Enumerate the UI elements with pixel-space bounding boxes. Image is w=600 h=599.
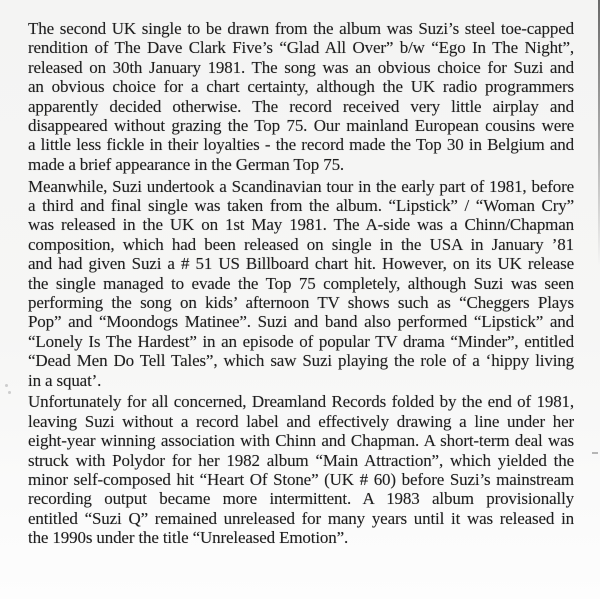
text-line: “Dead Men Do Tell Tales”, which saw Suzi playing the role of a ‘hippy living	[28, 351, 574, 371]
text-line: apparently decided otherwise. The record received very little airplay and	[28, 96, 574, 116]
text-line: eight-year winning association with Chinn and Chapman. A short-term deal was	[28, 431, 574, 451]
text-line: entitled “Suzi Q” remained unreleased for many years until it was released in	[28, 508, 574, 528]
text-line: The second UK single to be drawn from the album was Suzi’s steel toe-capped	[28, 19, 574, 38]
text-line: minor self-composed hit “Heart Of Stone” (UK # 60) before Suzi’s mainstream	[28, 469, 574, 489]
scan-dash-artifact	[592, 452, 598, 454]
text-line: disappeared without grazing the Top 75. Our mainland European cousins were	[28, 115, 574, 135]
scan-speck	[8, 391, 11, 394]
text-line: rendition of The Dave Clark Five’s “Glad All Over” b/w “Ego In The Night”,	[28, 38, 574, 58]
text-line: Unfortunately for all concerned, Dreamland Records folded by the end of 1981,	[28, 392, 574, 412]
text-line: and had given Suzi a # 51 US Billboard chart hit. However, on its UK release	[28, 254, 574, 274]
text-line: composition, which had been released on single in the USA in January ’81	[28, 234, 574, 254]
text-line: recording output became more intermittent. A 1983 album provisionally	[28, 489, 574, 509]
text-line: leaving Suzi without a record label and effectively drawing a line under her	[28, 411, 574, 431]
text-line: in a squat’.	[28, 370, 102, 390]
text-line: Pop” and “Moondogs Matinee”. Suzi and band also performed “Lipstick” and	[28, 312, 574, 332]
text-line: a third and final single was taken from the album. “Lipstick” / “Woman Cry”	[28, 196, 574, 216]
liner-notes-text	[28, 19, 574, 550]
text-line: the single managed to evade the Top 75 completely, although Suzi was seen	[28, 273, 574, 293]
text-line: the 1990s under the title “Unreleased Emotion”.	[28, 528, 349, 548]
paragraph-1	[28, 19, 574, 174]
scan-speck	[5, 384, 8, 387]
text-line: a little less fickle in their loyalties - the record made the Top 30 in Belgium and	[28, 135, 574, 155]
text-line: an obvious choice for a chart certainty, although the UK radio programmers	[28, 77, 574, 97]
text-line: Meanwhile, Suzi undertook a Scandinavian tour in the early part of 1981, before	[28, 176, 574, 196]
paragraph-2	[28, 177, 574, 390]
text-line: made a brief appearance in the German Top 75.	[28, 154, 345, 174]
paragraph-3	[28, 392, 574, 547]
text-line: struck with Polydor for her 1982 album “Main Attraction”, which yielded the	[28, 450, 574, 470]
text-line: was released in the UK on 1st May 1981. The A-side was a Chinn/Chapman	[28, 215, 574, 235]
text-line: performing the song on kids’ afternoon TV shows such as “Cheggers Plays	[28, 292, 574, 312]
text-line: “Lonely Is The Hardest” in an episode of popular TV drama “Minder”, entitled	[28, 331, 574, 351]
text-line: released on 30th January 1981. The song was an obvious choice for Suzi and	[28, 57, 574, 77]
